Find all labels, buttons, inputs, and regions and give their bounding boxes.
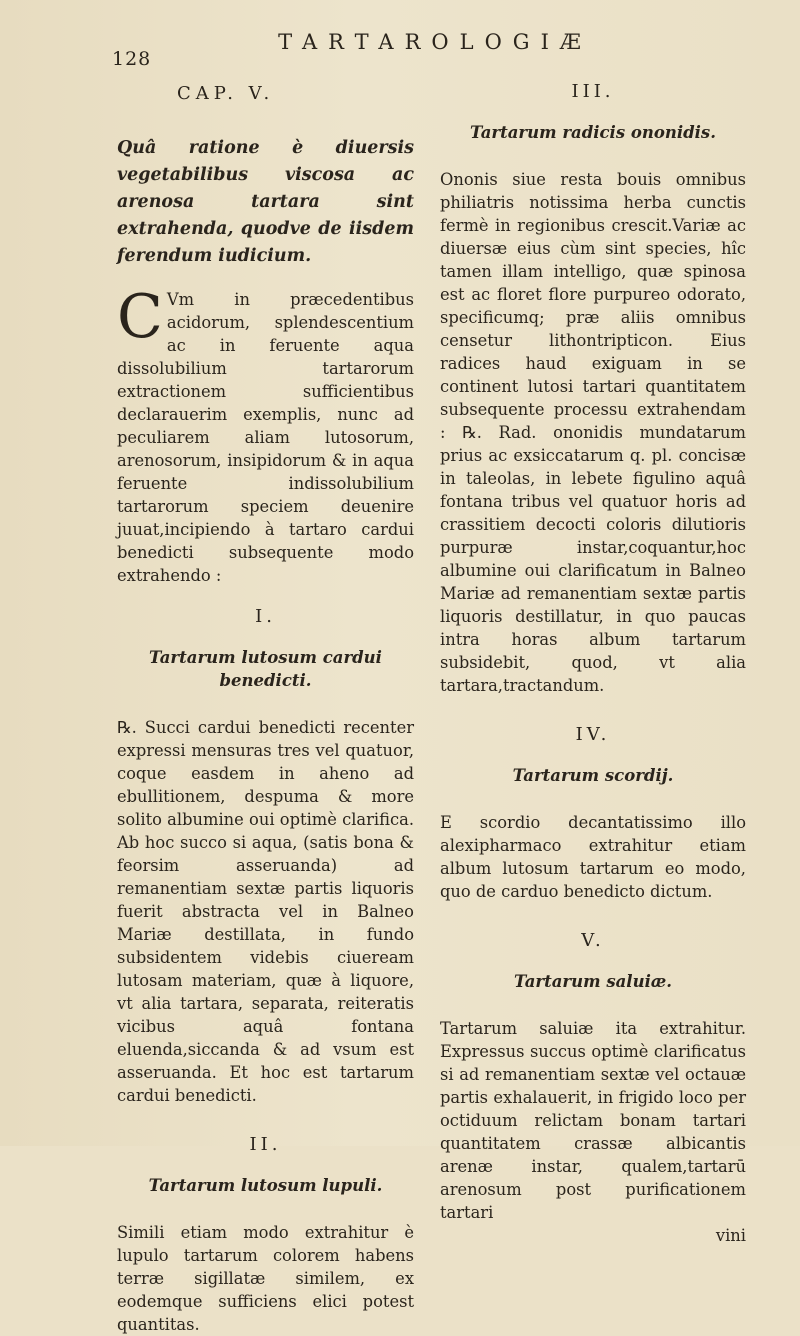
section-text-1: ℞. Succi cardui benedicti recenter expressi mensuras tres vel quatuor, coque easdem in aheno ad ebullitionem, despuma & more solito albumine oui optimè clarifica. Ab hoc succo si aqua, (satis bona & feorsim asseruanda) ad remanentiam sextæ partis liquoris fuerit abstracta vel in Balneo Mariæ destillata, in fundo subsidentem videbis ciueream lutosam materiam, quæ à liquore, vt alia tartara, separata, reiteratis vicibus aquâ fontana eluenda,siccanda & ad vsum est asseruanda. Et hoc est tartarum cardui benedicti. [117,718,414,1105]
section-number-1: I. [255,606,276,627]
page-number: 128 [112,48,152,70]
intro-text: Vm in præcedentibus acidorum, splendescentium ac in feruente aqua dissolubilium tartarorum extractionem sufficientibus declarauerim exemplis, nunc ad peculiarem aliam lutosorum, arenosorum, insipidorum & in aqua feruente indissolubilium tartarorum speciem deuenire juuat,incipiendo à tartaro cardui benedicti subsequente modo extrahendo : [117,290,414,585]
section-title-5: Tartarum saluiæ. [514,972,672,991]
section-text-3: Ononis siue resta bouis omnibus philiatris notissima herba cunctis fermè in regionibus crescit.Variæ ac diuersæ eius cùm sint species, hîc tamen illam intelligo, quæ spinosa est ac floret flore purpureo odorato, specificumq; præ aliis omnibus censetur lithontripticon. Eius radices haud exiguam in se continent lutosi tartari quantitatem subsequente processu extrahendam : ℞. Rad. ononidis mundatarum prius ac exsiccatarum q. pl. concisæ in taleolas, in lebete figulino aquâ fontana tribus vel quatuor horis ad crassitiem decocti coloris dilutioris purpuræ instar,coquantur,hoc albumine oui clarificatum in Balneo Mariæ ad remanentiam sextæ partis liquoris destillatur, in quo paucas intra horas album tartarum subsidebit, quod, vt alia tartara,tractandum. [440,170,746,695]
left-column [117,80,414,1336]
section-number-3: III. [571,81,615,102]
section-title-2: Tartarum lutosum lupuli. [148,1176,383,1195]
section-title-3: Tartarum radicis ononidis. [470,123,716,142]
chapter-summary: Quâ ratione è diuersis vegetabilibus viscosa ac arenosa tartara sint extrahenda, quodve de iisdem ferendum iudicium. [117,138,414,266]
section-number-5: V. [581,930,605,951]
section-text-5: Tartarum saluiæ ita extrahitur. Expressus succus optimè clarificatus si ad remanentiam sextæ vel octauæ partis exhalauerit, in frigido loco per octiduum relictam bonam tartari quantitatem crassæ albicantis arenæ instar, qualem,tartarū arenosum post purificationem tartari [440,1019,746,1222]
section-text-2: Simili etiam modo extrahitur è lupulo tartarum colorem habens terræ sigillatæ similem, ex eodemque sufficiens elici potest quantitas. [117,1223,414,1334]
section-title-4: Tartarum scordij. [512,766,674,785]
running-head: TARTAROLOGIÆ [278,30,592,54]
section-number-2: II. [249,1134,282,1155]
intro-paragraph [117,282,414,587]
section-number-4: IV. [575,724,611,745]
catchword: vini [715,1226,746,1245]
chapter-heading: CAP. V. [177,83,275,104]
right-column [440,80,746,1247]
section-text-4: E scordio decantatissimo illo alexipharmaco extrahitur etiam album lutosum tartarum eo modo, quo de carduo benedicto dictum. [440,813,746,901]
section-title-1: Tartarum lutosum cardui benedicti. [149,648,382,690]
drop-cap: C [117,282,163,352]
